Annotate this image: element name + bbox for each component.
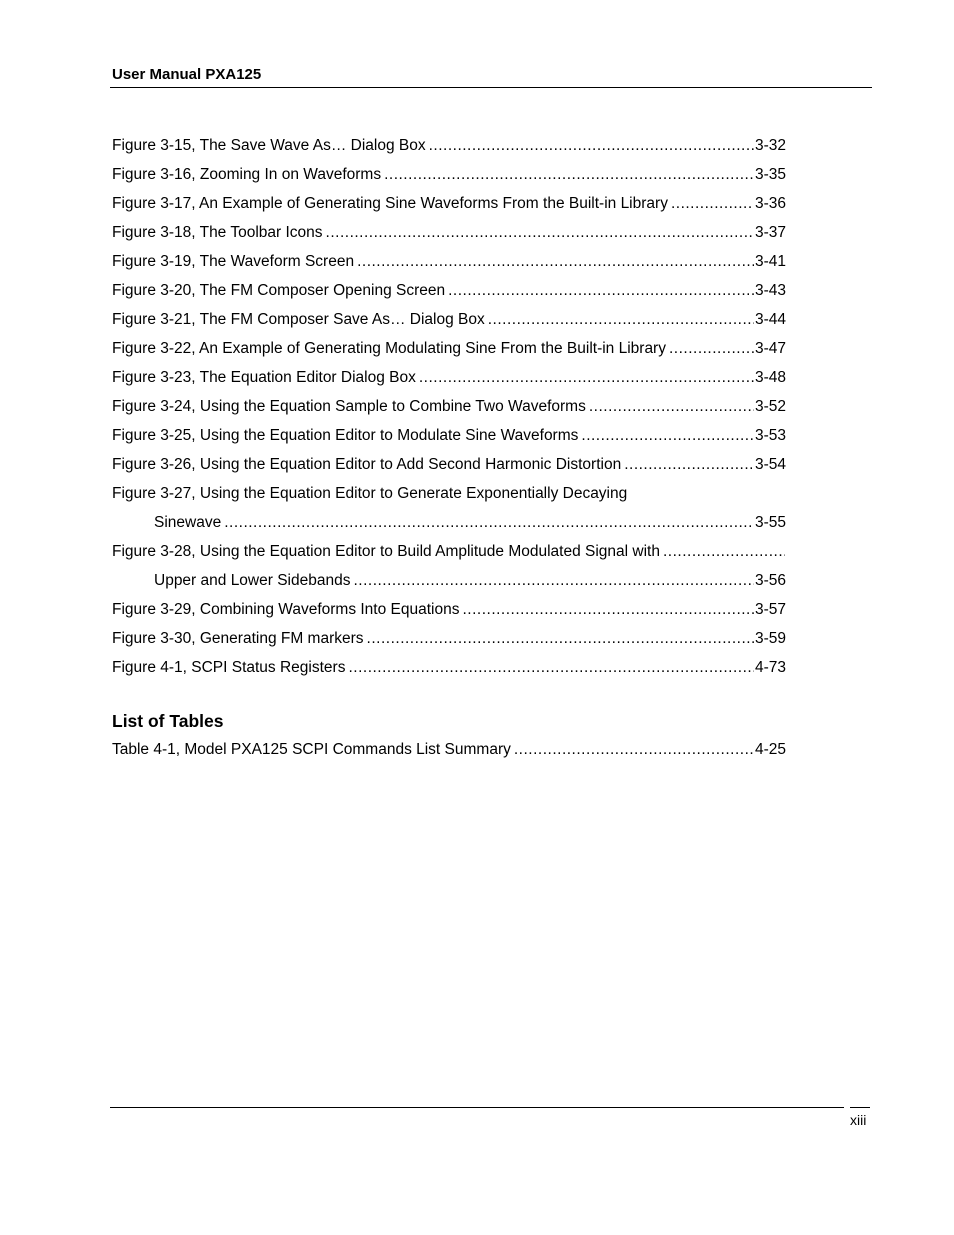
toc-entry-title: Figure 3-18, The Toolbar Icons [112, 224, 323, 241]
toc-dot-leader [448, 276, 754, 305]
toc-entry[interactable] [112, 508, 786, 537]
toc-page-number: 3-57 [754, 601, 786, 618]
toc-page-number: 3-59 [754, 630, 786, 647]
toc-page-number: 3-54 [754, 456, 786, 473]
toc-entry-title: Figure 3-20, The FM Composer Opening Screen [112, 282, 446, 299]
toc-entry[interactable] [112, 537, 786, 566]
toc-dot-leader [671, 189, 754, 218]
toc-page-number: 3-32 [754, 137, 786, 154]
toc-entry-title: Figure 3-25, Using the Equation Editor to Modulate Sine Waveforms [112, 427, 579, 444]
list-of-tables [112, 735, 786, 764]
toc-entry[interactable] [112, 276, 786, 305]
toc-entry-title: Figure 3-30, Generating FM markers [112, 630, 364, 647]
toc-dot-leader [326, 218, 754, 247]
toc-entry-title: Figure 3-29, Combining Waveforms Into Equations [112, 601, 460, 618]
toc-entry-title: Figure 3-17, An Example of Generating Sine Waveforms From the Built-in Library [112, 195, 668, 212]
toc-dot-leader [367, 624, 754, 653]
toc-entry-title: Figure 3-24, Using the Equation Sample to Combine Two Waveforms [112, 398, 586, 415]
toc-entry[interactable] [112, 421, 786, 450]
list-of-tables-heading: List of Tables [112, 711, 224, 731]
toc-page-number: 3-55 [754, 514, 786, 531]
toc-dot-leader [624, 450, 754, 479]
toc-entry[interactable] [112, 450, 786, 479]
toc-entry-title: Table 4-1, Model PXA125 SCPI Commands List Summary [112, 741, 511, 758]
toc-entry[interactable] [112, 189, 786, 218]
toc-dot-leader [589, 392, 754, 421]
toc-page-number: 3-53 [754, 427, 786, 444]
toc-dot-leader [357, 247, 754, 276]
toc-entry-title: Figure 3-23, The Equation Editor Dialog Box [112, 369, 416, 386]
toc-entry-title: Figure 3-21, The FM Composer Save As… Dialog Box [112, 311, 485, 328]
toc-entry-title: Figure 3-22, An Example of Generating Modulating Sine From the Built-in Library [112, 340, 666, 357]
toc-page-number: 3-37 [754, 224, 786, 241]
toc-entry-title: Figure 3-26, Using the Equation Editor to Add Second Harmonic Distortion [112, 456, 622, 473]
toc-dot-leader [462, 595, 753, 624]
toc-entry[interactable] [112, 160, 786, 189]
manual-title: User Manual PXA125 [112, 66, 262, 83]
list-of-figures [112, 131, 786, 682]
toc-page-number: 3-43 [754, 282, 786, 299]
toc-entry-title: Figure 3-28, Using the Equation Editor to Build Amplitude Modulated Signal with [112, 543, 660, 560]
toc-entry-title: Figure 4-1, SCPI Status Registers [112, 659, 346, 676]
toc-dot-leader [419, 363, 754, 392]
toc-dot-leader [429, 131, 754, 160]
toc-page-number: 3-52 [754, 398, 786, 415]
footer-divider [110, 1107, 844, 1108]
toc-page-number: 4-73 [754, 659, 786, 676]
toc-page-number: 3-41 [754, 253, 786, 270]
header-divider [110, 87, 872, 88]
toc-entry[interactable] [112, 595, 786, 624]
toc-dot-leader [514, 735, 754, 764]
toc-entry[interactable] [112, 131, 786, 160]
toc-dot-leader [581, 421, 754, 450]
toc-page-number: 3-36 [754, 195, 786, 212]
toc-page-number: 3-47 [754, 340, 786, 357]
toc-entry[interactable] [112, 218, 786, 247]
toc-entry[interactable] [112, 334, 786, 363]
toc-entry-title: Figure 3-27, Using the Equation Editor to Generate Exponentially Decaying [112, 485, 628, 502]
toc-entry-title: Upper and Lower Sidebands [154, 572, 351, 589]
toc-dot-leader [348, 653, 754, 682]
toc-page-number: 4-25 [754, 741, 786, 758]
page-number-rule [850, 1107, 870, 1108]
toc-dot-leader [384, 160, 754, 189]
toc-entry[interactable] [112, 392, 786, 421]
toc-dot-leader [353, 566, 754, 595]
toc-page-number: 3-56 [754, 572, 786, 589]
toc-dot-leader [663, 537, 785, 566]
toc-dot-leader [488, 305, 754, 334]
toc-entry[interactable] [112, 653, 786, 682]
page-number: xiii [850, 1112, 867, 1128]
toc-page-number: 3-44 [754, 311, 786, 328]
toc-entry[interactable] [112, 247, 786, 276]
toc-entry-title: Figure 3-16, Zooming In on Waveforms [112, 166, 382, 183]
toc-entry[interactable] [112, 566, 786, 595]
toc-entry-title: Figure 3-15, The Save Wave As… Dialog Box [112, 137, 426, 154]
toc-page-number: 3-48 [754, 369, 786, 386]
toc-page-number: 3-35 [754, 166, 786, 183]
toc-entry[interactable] [112, 305, 786, 334]
toc-entry-title: Figure 3-19, The Waveform Screen [112, 253, 355, 270]
toc-entry[interactable] [112, 363, 786, 392]
toc-entry-title: Sinewave [154, 514, 222, 531]
toc-dot-leader [224, 508, 754, 537]
toc-entry[interactable] [112, 735, 786, 764]
toc-entry[interactable] [112, 624, 786, 653]
toc-entry[interactable] [112, 479, 786, 508]
toc-dot-leader [669, 334, 754, 363]
